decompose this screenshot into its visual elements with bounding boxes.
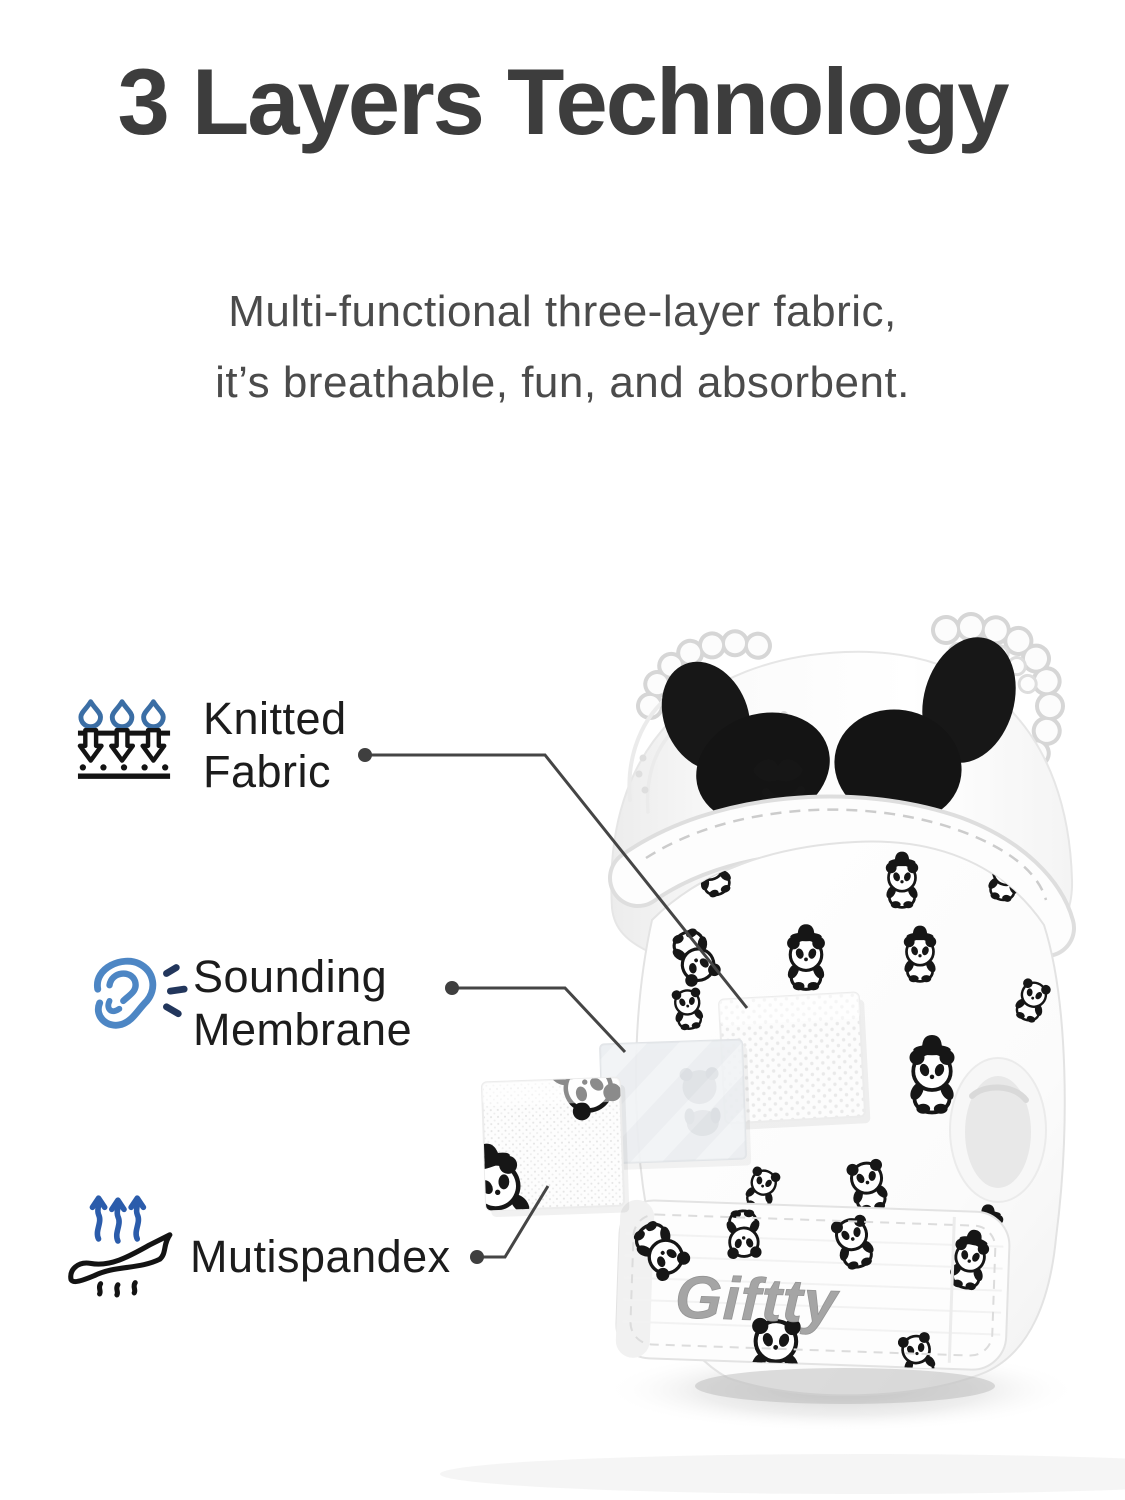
page-title: 3 Layers Technology [117,49,1008,154]
feature-label-knitted-fabric: Knitted Fabric [203,693,347,797]
leader-dot-knitted-fabric [358,748,372,762]
feature-label-mutispandex: Mutispandex [190,1231,451,1282]
strap-under-shadow [695,1368,995,1404]
subtitle [0,276,1125,418]
breathable-fabric-icon [68,1194,178,1292]
subtitle-line-1: Multi-functional three-layer fabric, [228,287,897,336]
leader-line-sounding-membrane [452,988,625,1052]
subtitle-line-2: it’s breathable, fun, and absorbent. [215,358,910,407]
brand-embroidery-text: Giftty [674,1263,840,1336]
leader-dot-sounding-membrane [445,981,459,995]
thumb-hole [950,1058,1046,1202]
leader-dot-mutispandex [470,1250,484,1264]
feature-label-sounding-membrane: Sounding Membrane [193,951,413,1055]
absorbent-droplets-icon [76,696,174,782]
surface-reflection [440,1454,1125,1494]
ear-sound-icon [84,951,192,1043]
